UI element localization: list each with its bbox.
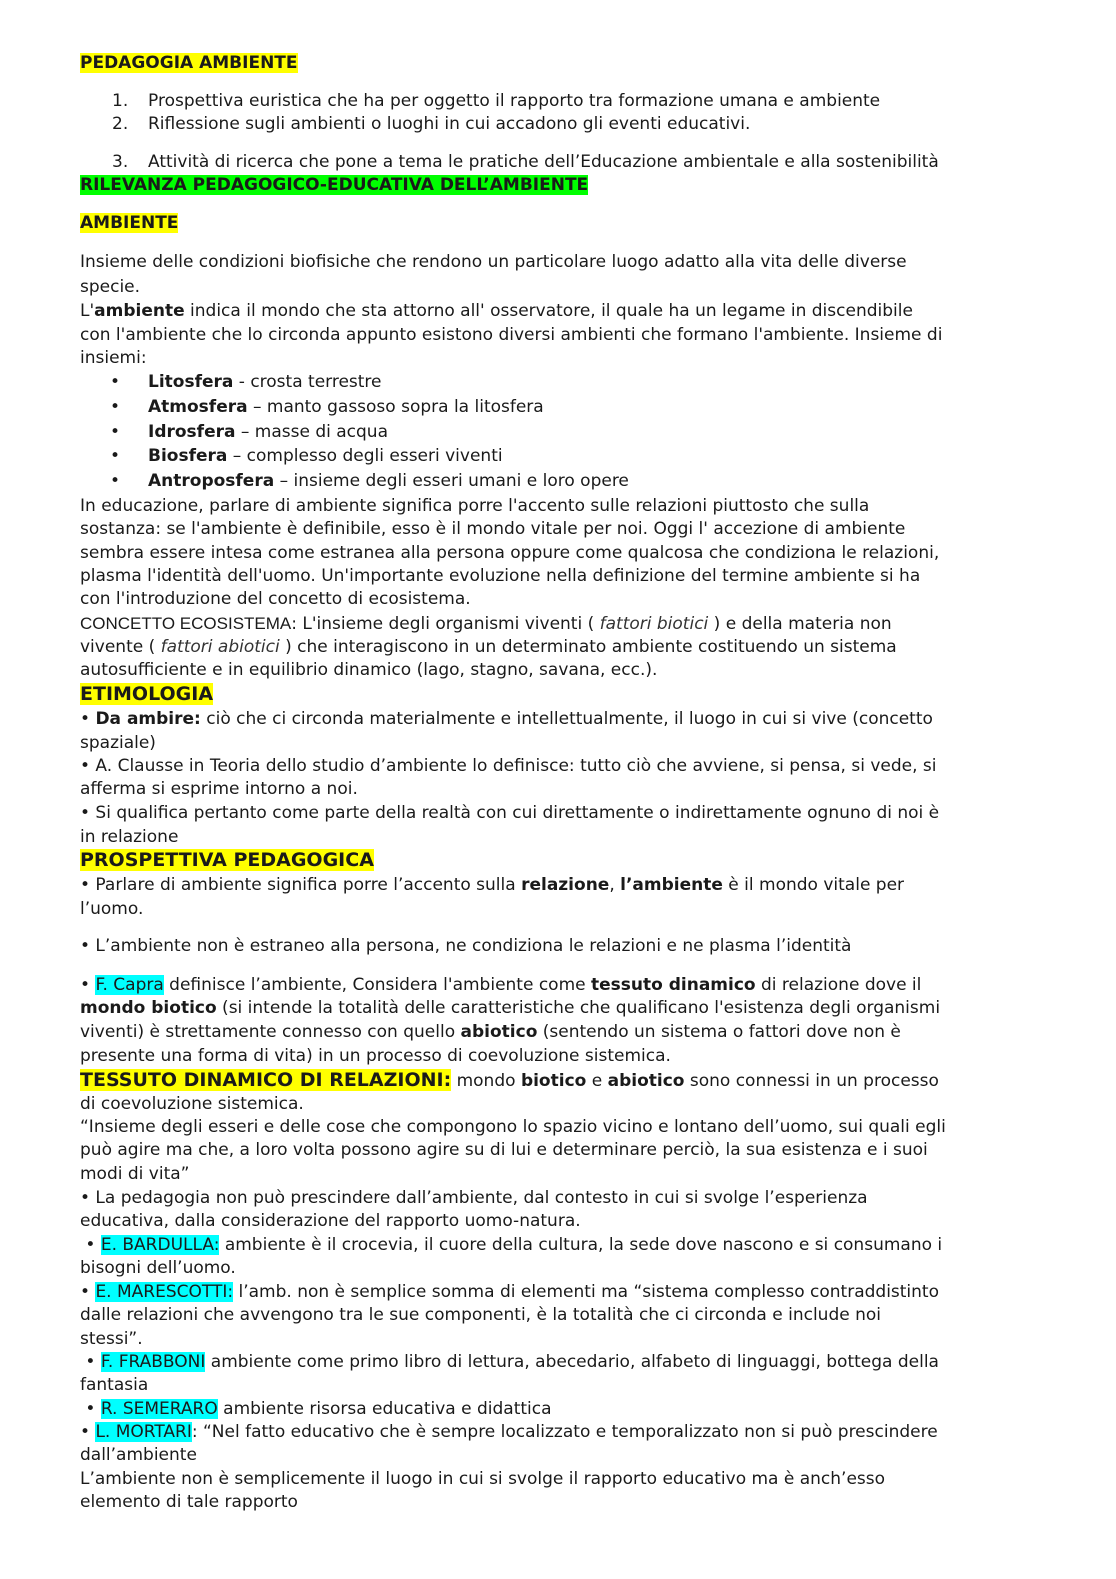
paragraph-line: con l'introduzione del concetto di ecosistema. [80,589,471,609]
author-semeraro: • R. SEMERARO ambiente risorsa educativa e didattica [85,1399,552,1419]
author-bardulla: • E. BARDULLA: ambiente è il crocevia, il cuore della cultura, la sede dove nascono e si consumano i [85,1235,943,1255]
paragraph-line: insiemi: [80,348,147,368]
paragraph-line: • A. Clausse in Teoria dello studio d’ambiente lo definisce: tutto ciò che avviene, si pensa, si vede, si [80,756,937,776]
paragraph-line: • Parlare di ambiente significa porre l’accento sulla relazione, l’ambiente è il mondo vitale per [80,875,905,895]
paragraph-line: stessi”. [80,1329,143,1349]
paragraph-line: bisogni dell’uomo. [80,1258,236,1278]
paragraph-line: • Si qualifica pertanto come parte della realtà con cui direttamente o indirettamente ognuno di noi è [80,803,940,823]
paragraph-line: mondo biotico (si intende la totalità delle caratteristiche che qualificano l'esistenza degli organismi [80,998,941,1018]
paragraph-line: elemento di tale rapporto [80,1492,298,1512]
paragraph-line: vivente ( fattori abiotici ) che interagiscono in un determinato ambiente costituendo un sistema [80,637,897,657]
paragraph-line: • L’ambiente non è estraneo alla persona, ne condiziona le relazioni e ne plasma l’identità [80,936,852,956]
paragraph-line: plasma l'identità dell'uomo. Un'importante evoluzione nella definizione del termine ambiente si ha [80,566,921,586]
paragraph-line: Insieme delle condizioni biofisiche che rendono un particolare luogo adatto alla vita delle diverse [80,252,907,272]
paragraph-line: fantasia [80,1375,149,1395]
paragraph-line: • La pedagogia non può prescindere dall’ambiente, dal contesto in cui si svolge l’esperienza [80,1188,868,1208]
paragraph-line: in relazione [80,827,179,847]
section-heading-ambiente: AMBIENTE [80,213,179,233]
paragraph-line: sostanza: se l'ambiente è definibile, esso è il mondo vitale per noi. Oggi l' accezione di ambiente [80,519,906,539]
section-heading-etimologia: ETIMOLOGIA [80,683,214,705]
paragraph-line: In educazione, parlare di ambiente significa porre l'accento sulle relazioni piuttosto che sulla [80,496,870,516]
section-heading-rilevanza: RILEVANZA PEDAGOGICO-EDUCATIVA DELL’AMBIENTE [80,175,589,195]
paragraph-line: afferma si esprime intorno a noi. [80,779,358,799]
title-heading: PEDAGOGIA AMBIENTE [80,53,298,73]
paragraph-line: • F. Capra definisce l’ambiente, Considera l'ambiente come tessuto dinamico di relazione dove il [80,975,922,995]
paragraph-line: autosufficiente e in equilibrio dinamico (lago, stagno, savana, ecc.). [80,660,658,680]
paragraph-line: viventi) è strettamente connesso con quello abiotico (sentendo un sistema o fattori dove non è [80,1022,901,1042]
author-mortari: • L. MORTARI: “Nel fatto educativo che è sempre localizzato e temporalizzato non si può prescindere [80,1422,938,1442]
paragraph-line: sembra essere intesa come estranea alla persona oppure come qualcosa che condiziona le relazioni, [80,543,940,563]
ecosystem-definition: CONCETTO ECOSISTEMA: L'insieme degli organismi viventi ( fattori biotici ) e della materia non [80,614,892,634]
paragraph-line: L'ambiente indica il mondo che sta attorno all' osservatore, il quale ha un legame in discendibile [80,301,913,321]
paragraph-line: con l'ambiente che lo circonda appunto esistono diversi ambienti che formano l'ambiente. Insieme di [80,325,943,345]
paragraph-line: specie. [80,277,141,297]
quote-line: “Insieme degli esseri e delle cose che compongono lo spazio vicino e lontano dell’uomo, sui quali egli [80,1117,946,1137]
paragraph-line: • Da ambire: ciò che ci circonda materialmente e intellettualmente, il luogo in cui si vive (concetto [80,709,933,729]
author-marescotti: • E. MARESCOTTI: l’amb. non è semplice somma di elementi ma “sistema complesso contraddistinto [80,1282,940,1302]
paragraph-line: l’uomo. [80,899,144,919]
paragraph-line: di coevoluzione sistemica. [80,1094,304,1114]
paragraph-line: spaziale) [80,733,156,753]
paragraph-line: dalle relazioni che avvengono tra le sue componenti, è la totalità che ci circonda e include noi [80,1305,881,1325]
paragraph-line: educativa, dalla considerazione del rapporto uomo-natura. [80,1211,581,1231]
section-heading-tessuto: TESSUTO DINAMICO DI RELAZIONI: mondo biotico e abiotico sono connessi in un processo [80,1069,939,1091]
paragraph-line: L’ambiente non è semplicemente il luogo in cui si svolge il rapporto educativo ma è anch’esso [80,1469,886,1489]
paragraph-line: presente una forma di vita) in un processo di coevoluzione sistemica. [80,1046,671,1066]
section-heading-prospettiva: PROSPETTIVA PEDAGOGICA [80,849,374,871]
paragraph-line: dall’ambiente [80,1445,197,1465]
author-frabboni: • F. FRABBONI ambiente come primo libro di lettura, abecedario, alfabeto di linguaggi, bottega della [85,1352,939,1372]
quote-line: modi di vita” [80,1164,190,1184]
quote-line: può agire ma che, a loro volta possono agire su di lui e determinare perciò, la sua esistenza e i suoi [80,1140,928,1160]
